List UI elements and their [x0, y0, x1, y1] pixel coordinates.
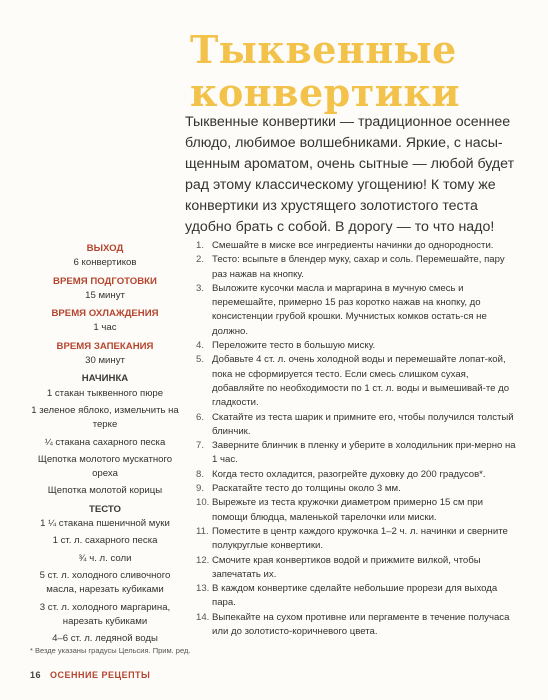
dough-ingredient: 1 ст. л. сахарного песка	[52, 535, 158, 547]
step-text: Тесто: всыпьте в блендер муку, сахар и соль. Перемешайте, пару раз нажав на кнопку.	[212, 254, 505, 280]
step-text: Когда тесто охладится, разогрейте духовку до 200 градусов*.	[212, 468, 486, 480]
prep-time-value: 15 минут	[85, 289, 125, 301]
page-footer	[30, 670, 150, 680]
step-number: 3.	[196, 282, 205, 294]
footnote: * Везде указаны градусы Цельсия. Прим. ред.	[30, 646, 191, 655]
step-number: 13.	[196, 583, 210, 595]
filling-ingredient: ¼ стакана сахарного песка	[44, 436, 166, 448]
yield-label: ВЫХОД	[86, 243, 124, 254]
step-text: Раскатайте тесто до толщины около 3 мм.	[212, 483, 401, 495]
prep-time-label: ВРЕМЯ ПОДГОТОВКИ	[53, 275, 157, 287]
step-number: 12.	[196, 554, 210, 566]
yield-value: 6 конвертиков	[73, 257, 137, 269]
instruction-step	[196, 611, 518, 640]
step-number: 6.	[196, 411, 205, 423]
step-text: Выпекайте на сухом противне или пергаменте в течение получаса или до золотисто-коричневого цвета.	[212, 611, 510, 638]
instruction-step	[196, 282, 518, 339]
step-text: Добавьте 4 ст. л. очень холодной воды и перемешайте лопат-кой, пока не сформируется тесто. Если смесь слишком сухая, добавляйте по необходимости по 1 ст. л. воды и вымешивай-те до гладкости.	[212, 354, 510, 409]
chill-time-label: ВРЕМЯ ОХЛАЖДЕНИЯ	[51, 308, 159, 320]
instruction-step	[196, 525, 518, 554]
chill-time-value: 1 час	[93, 322, 117, 334]
step-text: Заверните блинчик в пленку и уберите в холодильник при-мерно на 1 час.	[212, 440, 516, 466]
step-text: Смочите края конвертиков водой и прижмите вилкой, чтобы запечатать их.	[212, 554, 481, 580]
instruction-step	[196, 239, 518, 253]
instruction-steps	[196, 239, 518, 639]
filling-heading: НАЧИНКА	[81, 373, 129, 385]
instruction-step	[196, 482, 518, 496]
filling-ingredient: 1 стакан тыквенного пюре	[46, 387, 164, 399]
step-text: Переложите тесто в большую миску.	[212, 340, 376, 352]
step-text: Выложите кусочки масла и маргарина в мучную смесь и перемешайте, примерно 15 раз коротко нажав на кнопку, до консистенции грубой крошки. Мучнистых комков остать-ся не должно.	[212, 282, 487, 337]
instruction-step	[196, 439, 518, 468]
instruction-step	[196, 353, 518, 410]
instruction-step	[196, 468, 518, 482]
instruction-step	[196, 411, 518, 440]
instruction-step	[196, 582, 518, 611]
step-number: 1.	[196, 240, 205, 251]
step-number: 5.	[196, 354, 205, 366]
instruction-step	[196, 554, 518, 583]
dough-heading: ТЕСТО	[88, 503, 122, 515]
recipe-info-sidebar	[30, 238, 180, 646]
step-text: Поместите в центр каждого кружочка 1–2 ч. л. начинки и сверните полукруглые конвертики.	[212, 525, 508, 552]
dough-ingredient: ¾ ч. л. соли	[78, 552, 132, 564]
dough-ingredient: 3 ст. л. холодного маргарина, нарезать кубиками	[39, 601, 171, 627]
page-number: 16	[30, 670, 42, 680]
dough-ingredient: 5 ст. л. холодного сливочного масла, нарезать кубиками	[39, 569, 171, 596]
step-number: 8.	[196, 468, 205, 480]
instruction-step	[196, 253, 518, 282]
step-number: 4.	[196, 340, 205, 352]
bake-time-value: 30 минут	[85, 355, 125, 367]
recipe-title-line-2: конвертики	[190, 70, 461, 115]
dough-ingredient: 1 ¼ стакана пшеничной муки	[40, 518, 170, 530]
recipe-title	[190, 28, 520, 114]
step-text: Смешайте в миске все ингредиенты начинки до однородности.	[212, 240, 494, 251]
step-number: 7.	[196, 440, 205, 452]
instruction-step	[196, 496, 518, 525]
step-text: Скатайте из теста шарик и примните его, чтобы получился толстый блинчик.	[212, 411, 514, 437]
step-number: 2.	[196, 254, 205, 266]
step-number: 9.	[196, 483, 205, 495]
bake-time-label: ВРЕМЯ ЗАПЕКАНИЯ	[56, 340, 154, 352]
step-number: 14.	[196, 611, 210, 623]
filling-ingredient: 1 зеленое яблоко, измельчить на терке	[31, 404, 179, 431]
step-number: 10.	[196, 497, 210, 509]
dough-ingredient: 4–6 ст. л. ледяной воды	[52, 633, 158, 645]
step-text: Вырежьте из теста кружочки диаметром примерно 15 см при помощи блюдца, маленькой тарелочки или миски.	[212, 497, 484, 523]
recipe-title-line-1: Тыквенные	[190, 27, 457, 72]
section-title: ОСЕННИЕ РЕЦЕПТЫ	[50, 670, 151, 680]
intro-paragraph: Тыквенные конвертики — традиционное осеннее блюдо, любимое волшебниками. Яркие, с насы-щенным ароматом, очень сытные — любой будет рад этому классическому угощению! К тому же конвертики из хрустящего золотистого теста удобно брать с собой. В дорогу — то что надо!	[185, 114, 515, 235]
step-number: 11.	[196, 525, 209, 537]
filling-ingredient: Щепотка молотой корицы	[47, 485, 163, 497]
step-text: В каждом конвертике сделайте небольшие прорези для выхода пара.	[212, 583, 498, 609]
instruction-step	[196, 339, 518, 353]
filling-ingredient: Щепотка молотого мускатного ореха	[37, 453, 173, 480]
